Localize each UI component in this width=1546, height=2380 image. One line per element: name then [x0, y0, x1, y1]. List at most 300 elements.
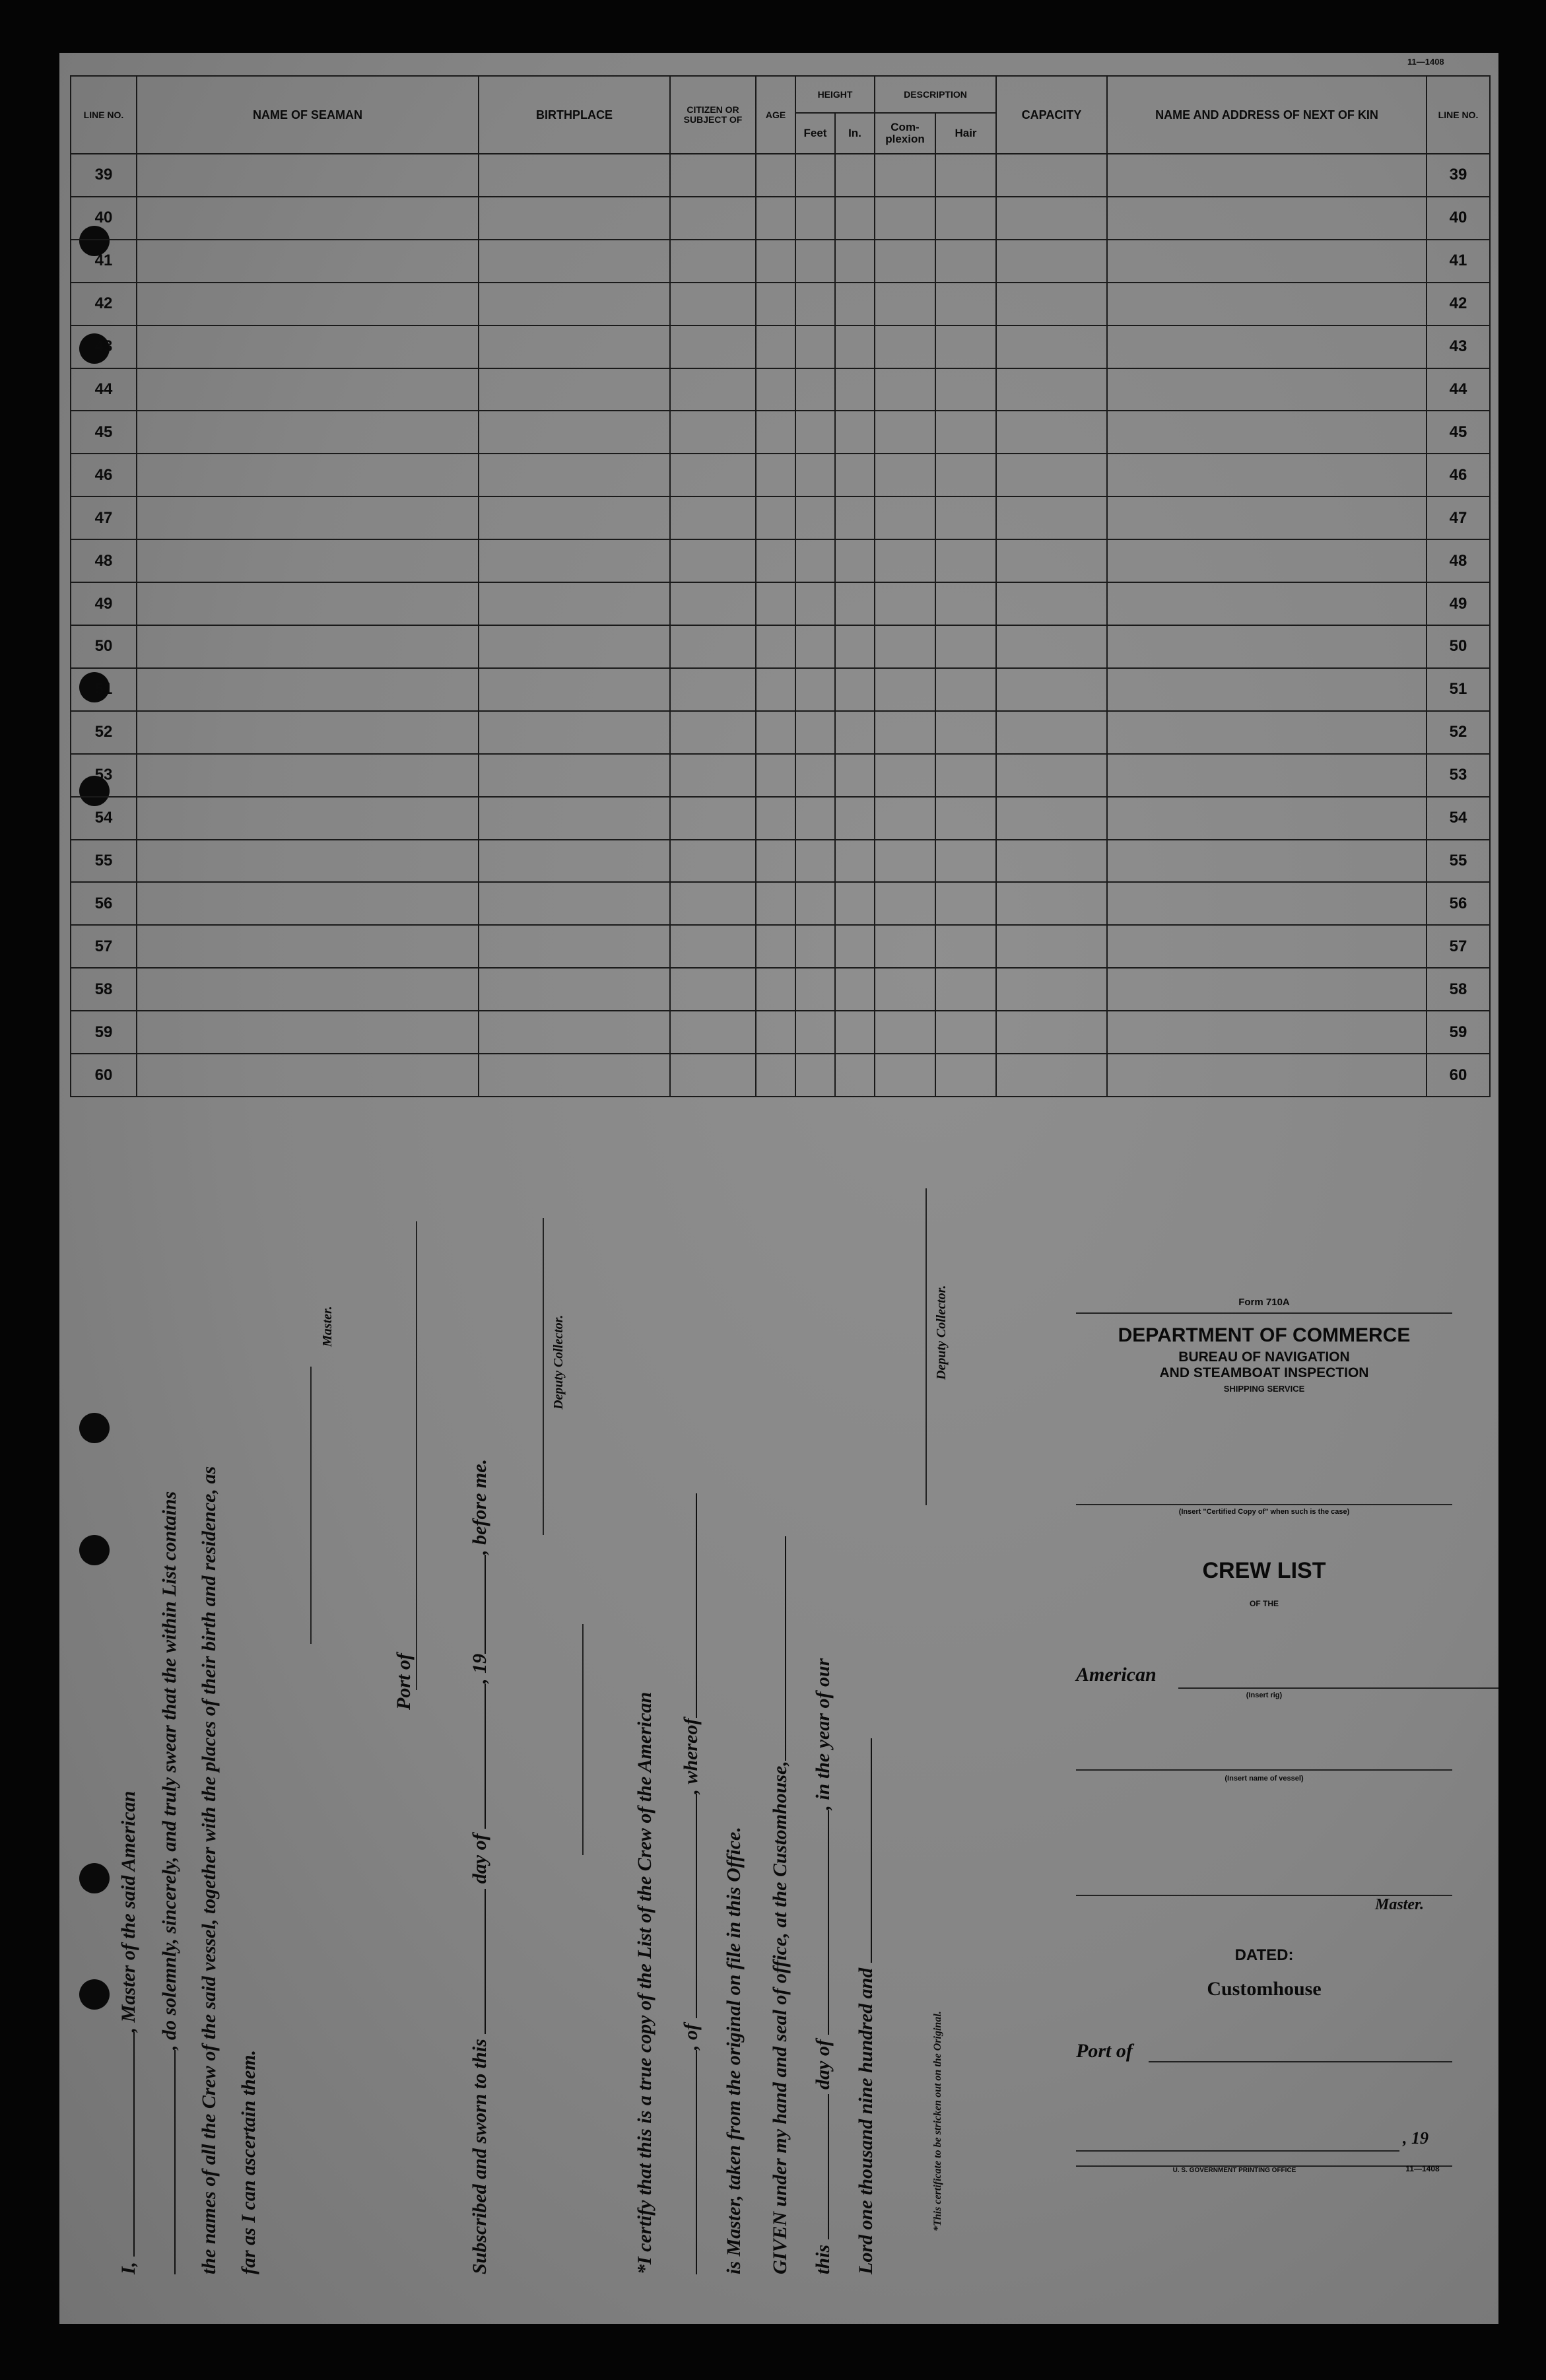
line-number: 54 — [71, 797, 137, 840]
col-description: DESCRIPTION — [875, 76, 996, 113]
table-cell[interactable] — [756, 925, 795, 968]
table-cell[interactable] — [479, 754, 670, 797]
table-cell[interactable] — [996, 711, 1107, 754]
table-cell[interactable] — [996, 197, 1107, 240]
table-row — [71, 882, 1490, 925]
table-cell[interactable] — [795, 1054, 835, 1097]
line-number: 42 — [71, 283, 137, 325]
table-cell[interactable] — [1107, 968, 1427, 1011]
bureau-line-2: AND STEAMBOAT INSPECTION — [1159, 1365, 1369, 1380]
vessel-name-line[interactable] — [1076, 1769, 1452, 1771]
table-cell[interactable] — [935, 197, 996, 240]
table-cell[interactable] — [795, 325, 835, 368]
table-cell[interactable] — [935, 411, 996, 454]
table-cell[interactable] — [670, 754, 756, 797]
table-cell[interactable] — [137, 368, 479, 411]
table-cell[interactable] — [756, 411, 795, 454]
col-complexion: Com-plexion — [875, 113, 935, 154]
table-cell[interactable] — [875, 240, 935, 283]
certificate-month-blank[interactable] — [828, 1810, 829, 2035]
oath-line-1-start: I, — [118, 2257, 139, 2274]
col-age: AGE — [756, 76, 795, 154]
table-row — [71, 968, 1490, 1011]
certificate-year-of-our: , in the year of our — [812, 1658, 834, 1810]
table-cell[interactable] — [795, 625, 835, 668]
table-cell[interactable] — [1107, 582, 1427, 625]
table-cell[interactable] — [756, 154, 795, 197]
table-row — [71, 283, 1490, 325]
customhouse-blank[interactable] — [785, 1536, 786, 1761]
table-row — [71, 325, 1490, 368]
table-cell[interactable] — [795, 882, 835, 925]
table-cell[interactable] — [756, 325, 795, 368]
table-cell[interactable] — [875, 797, 935, 840]
table-cell[interactable] — [479, 283, 670, 325]
table-cell[interactable] — [935, 711, 996, 754]
table-cell[interactable] — [935, 668, 996, 711]
table-cell[interactable] — [137, 925, 479, 968]
table-cell[interactable] — [479, 925, 670, 968]
table-cell[interactable] — [670, 1054, 756, 1097]
table-cell[interactable] — [670, 325, 756, 368]
table-cell[interactable] — [137, 968, 479, 1011]
table-cell[interactable] — [795, 368, 835, 411]
table-cell[interactable] — [875, 968, 935, 1011]
certified-copy-line[interactable] — [1076, 1504, 1452, 1505]
table-cell[interactable] — [996, 368, 1107, 411]
table-cell[interactable] — [479, 582, 670, 625]
table-cell[interactable] — [996, 968, 1107, 1011]
deputy-signature-line-1 — [543, 1218, 544, 1535]
table-cell[interactable] — [137, 797, 479, 840]
table-cell[interactable] — [996, 539, 1107, 582]
table-cell[interactable] — [137, 582, 479, 625]
form-code-bottom: 11—1408 — [1405, 2164, 1440, 2173]
master-cover-label: Master. — [1375, 1896, 1425, 1913]
table-cell[interactable] — [756, 496, 795, 539]
table-cell[interactable] — [137, 840, 479, 883]
table-cell[interactable] — [1107, 368, 1427, 411]
table-cell[interactable] — [1107, 840, 1427, 883]
line-number: 39 — [71, 154, 137, 197]
table-cell[interactable] — [795, 197, 835, 240]
certificate-line-3: is Master, taken from the original on file in this Office. — [723, 1827, 745, 2274]
table-cell[interactable] — [479, 968, 670, 1011]
line-number-right: 57 — [1427, 925, 1490, 968]
table-cell[interactable] — [756, 754, 795, 797]
table-cell[interactable] — [835, 411, 875, 454]
table-cell[interactable] — [835, 1054, 875, 1097]
table-cell[interactable] — [479, 1054, 670, 1097]
table-cell[interactable] — [875, 1054, 935, 1097]
certificate-day-blank[interactable] — [828, 2094, 829, 2239]
table-cell[interactable] — [137, 454, 479, 496]
table-cell[interactable] — [137, 754, 479, 797]
table-cell[interactable] — [756, 625, 795, 668]
table-cell[interactable] — [875, 283, 935, 325]
table-cell[interactable] — [835, 882, 875, 925]
table-cell[interactable] — [670, 197, 756, 240]
table-cell[interactable] — [137, 882, 479, 925]
table-cell[interactable] — [670, 840, 756, 883]
line-number: 43 — [71, 325, 137, 368]
table-cell[interactable] — [756, 797, 795, 840]
table-cell[interactable] — [835, 711, 875, 754]
table-cell[interactable] — [670, 925, 756, 968]
table-cell[interactable] — [875, 625, 935, 668]
table-row — [71, 197, 1490, 240]
year-label: , 19 — [1403, 2128, 1428, 2148]
table-cell[interactable] — [756, 668, 795, 711]
table-cell[interactable] — [875, 411, 935, 454]
table-cell[interactable] — [479, 197, 670, 240]
table-cell[interactable] — [996, 154, 1107, 197]
table-cell[interactable] — [795, 582, 835, 625]
table-cell[interactable] — [1107, 668, 1427, 711]
table-cell[interactable] — [996, 882, 1107, 925]
col-name-of-seaman: NAME OF SEAMAN — [137, 76, 479, 154]
table-cell[interactable] — [935, 539, 996, 582]
table-cell[interactable] — [479, 154, 670, 197]
table-cell[interactable] — [875, 325, 935, 368]
table-row — [71, 1011, 1490, 1054]
table-cell[interactable] — [670, 154, 756, 197]
table-cell[interactable] — [835, 197, 875, 240]
table-cell[interactable] — [835, 154, 875, 197]
certificate-line-4 — [769, 1536, 791, 2274]
table-cell[interactable] — [875, 582, 935, 625]
certificate-year-blank[interactable] — [871, 1738, 872, 1963]
table-cell[interactable] — [137, 1011, 479, 1054]
table-cell[interactable] — [835, 325, 875, 368]
table-row — [71, 797, 1490, 840]
table-cell[interactable] — [935, 283, 996, 325]
table-row — [71, 1054, 1490, 1097]
col-inches: In. — [835, 113, 875, 154]
vessel-name-blank[interactable] — [174, 2050, 176, 2274]
table-cell[interactable] — [137, 240, 479, 283]
table-cell[interactable] — [875, 197, 935, 240]
table-cell[interactable] — [875, 925, 935, 968]
table-cell[interactable] — [1107, 925, 1427, 968]
table-cell[interactable] — [1107, 154, 1427, 197]
table-cell[interactable] — [479, 1011, 670, 1054]
certificate-line-2 — [680, 1494, 702, 2275]
table-cell[interactable] — [875, 840, 935, 883]
table-cell[interactable] — [137, 711, 479, 754]
table-cell[interactable] — [875, 454, 935, 496]
table-cell[interactable] — [670, 368, 756, 411]
table-cell[interactable] — [479, 668, 670, 711]
table-cell[interactable] — [795, 968, 835, 1011]
subscribed-month-blank[interactable] — [485, 1683, 486, 1829]
table-cell[interactable] — [1107, 283, 1427, 325]
table-cell[interactable] — [795, 154, 835, 197]
table-cell[interactable] — [137, 496, 479, 539]
table-cell[interactable] — [1107, 496, 1427, 539]
table-cell[interactable] — [835, 625, 875, 668]
col-hair: Hair — [935, 113, 996, 154]
table-cell[interactable] — [1107, 539, 1427, 582]
table-cell[interactable] — [1107, 240, 1427, 283]
table-cell[interactable] — [835, 283, 875, 325]
table-cell[interactable] — [996, 411, 1107, 454]
table-cell[interactable] — [756, 582, 795, 625]
table-cell[interactable] — [996, 454, 1107, 496]
table-cell[interactable] — [835, 582, 875, 625]
table-cell[interactable] — [479, 625, 670, 668]
table-cell[interactable] — [835, 368, 875, 411]
table-cell[interactable] — [795, 925, 835, 968]
table-cell[interactable] — [996, 582, 1107, 625]
table-cell[interactable] — [935, 1054, 996, 1097]
cover-panel — [1076, 1294, 1498, 2251]
master-name-blank[interactable] — [133, 2032, 135, 2257]
table-cell[interactable] — [875, 1011, 935, 1054]
table-cell[interactable] — [479, 411, 670, 454]
table-cell[interactable] — [996, 754, 1107, 797]
table-cell[interactable] — [479, 539, 670, 582]
table-cell[interactable] — [935, 368, 996, 411]
table-cell[interactable] — [137, 283, 479, 325]
table-cell[interactable] — [1107, 754, 1427, 797]
table-cell[interactable] — [795, 797, 835, 840]
line-number: 50 — [71, 625, 137, 668]
table-cell[interactable] — [670, 1011, 756, 1054]
table-cell[interactable] — [479, 454, 670, 496]
table-cell[interactable] — [795, 411, 835, 454]
table-cell[interactable] — [670, 496, 756, 539]
table-cell[interactable] — [479, 711, 670, 754]
table-cell[interactable] — [996, 668, 1107, 711]
table-cell[interactable] — [1107, 625, 1427, 668]
table-cell[interactable] — [835, 454, 875, 496]
table-cell[interactable] — [996, 240, 1107, 283]
form-code-top: 11—1408 — [1407, 57, 1444, 67]
table-cell[interactable] — [795, 1011, 835, 1054]
table-cell[interactable] — [670, 882, 756, 925]
certificate-master-blank[interactable] — [696, 1494, 697, 1718]
table-cell[interactable] — [670, 454, 756, 496]
punch-hole — [79, 1979, 110, 2010]
table-cell[interactable] — [137, 197, 479, 240]
table-cell[interactable] — [756, 539, 795, 582]
table-cell[interactable] — [756, 240, 795, 283]
table-cell[interactable] — [935, 925, 996, 968]
punch-hole — [79, 1413, 110, 1443]
table-cell[interactable] — [756, 711, 795, 754]
table-cell[interactable] — [137, 668, 479, 711]
table-cell[interactable] — [875, 668, 935, 711]
table-cell[interactable] — [670, 968, 756, 1011]
table-cell[interactable] — [756, 197, 795, 240]
line-number: 56 — [71, 882, 137, 925]
line-number-right: 51 — [1427, 668, 1490, 711]
table-cell[interactable] — [795, 240, 835, 283]
table-cell[interactable] — [479, 882, 670, 925]
table-cell[interactable] — [1107, 1054, 1427, 1097]
table-cell[interactable] — [935, 582, 996, 625]
table-cell[interactable] — [479, 840, 670, 883]
table-cell[interactable] — [670, 283, 756, 325]
table-cell[interactable] — [137, 411, 479, 454]
table-cell[interactable] — [479, 325, 670, 368]
rig-line[interactable] — [1178, 1687, 1498, 1689]
table-cell[interactable] — [875, 539, 935, 582]
line-number: 44 — [71, 368, 137, 411]
table-cell[interactable] — [835, 539, 875, 582]
col-height: HEIGHT — [795, 76, 875, 113]
table-cell[interactable] — [935, 496, 996, 539]
table-cell[interactable] — [935, 625, 996, 668]
table-row — [71, 582, 1490, 625]
subscribed-day-blank[interactable] — [485, 1889, 486, 2034]
table-cell[interactable] — [835, 840, 875, 883]
table-cell[interactable] — [1107, 411, 1427, 454]
table-cell[interactable] — [756, 882, 795, 925]
table-cell[interactable] — [756, 968, 795, 1011]
table-cell[interactable] — [996, 925, 1107, 968]
table-cell[interactable] — [1107, 197, 1427, 240]
table-cell[interactable] — [935, 1011, 996, 1054]
of-the-label: OF THE — [1250, 1599, 1279, 1608]
table-cell[interactable] — [670, 240, 756, 283]
certified-copy-hint: (Insert "Certified Copy of" when such is the case) — [1178, 1508, 1350, 1516]
subscribed-day-of: day of — [469, 1828, 490, 1889]
table-cell[interactable] — [795, 840, 835, 883]
oath-line-1 — [118, 1791, 140, 2274]
table-cell[interactable] — [875, 496, 935, 539]
punch-hole — [79, 1863, 110, 1893]
table-cell[interactable] — [137, 325, 479, 368]
table-cell[interactable] — [875, 711, 935, 754]
table-cell[interactable] — [1107, 797, 1427, 840]
table-cell[interactable] — [1107, 711, 1427, 754]
table-cell[interactable] — [935, 882, 996, 925]
table-cell[interactable] — [835, 968, 875, 1011]
table-cell[interactable] — [935, 754, 996, 797]
table-cell[interactable] — [875, 754, 935, 797]
table-cell[interactable] — [756, 283, 795, 325]
table-cell[interactable] — [756, 1054, 795, 1097]
table-cell[interactable] — [935, 325, 996, 368]
table-cell[interactable] — [137, 539, 479, 582]
table-cell[interactable] — [935, 240, 996, 283]
table-cell[interactable] — [756, 454, 795, 496]
table-cell[interactable] — [835, 668, 875, 711]
table-cell[interactable] — [875, 882, 935, 925]
table-cell[interactable] — [996, 840, 1107, 883]
table-cell[interactable] — [795, 668, 835, 711]
subscribed-end: , before me. — [469, 1458, 490, 1555]
line-number-right: 41 — [1427, 240, 1490, 283]
table-cell[interactable] — [795, 711, 835, 754]
table-cell[interactable] — [479, 240, 670, 283]
table-cell[interactable] — [875, 154, 935, 197]
table-cell[interactable] — [479, 797, 670, 840]
table-cell[interactable] — [835, 754, 875, 797]
table-cell[interactable] — [996, 625, 1107, 668]
table-cell[interactable] — [670, 625, 756, 668]
table-cell[interactable] — [137, 1054, 479, 1097]
table-cell[interactable] — [1107, 454, 1427, 496]
table-cell[interactable] — [670, 582, 756, 625]
certificate-given: GIVEN under my hand and seal of office, at the Customhouse, — [769, 1761, 791, 2274]
table-cell[interactable] — [795, 454, 835, 496]
line-number-right: 56 — [1427, 882, 1490, 925]
table-row — [71, 711, 1490, 754]
table-cell[interactable] — [835, 496, 875, 539]
table-cell[interactable] — [996, 496, 1107, 539]
table-cell[interactable] — [795, 496, 835, 539]
table-cell[interactable] — [795, 539, 835, 582]
line-number: 53 — [71, 754, 137, 797]
table-cell[interactable] — [835, 925, 875, 968]
table-cell[interactable] — [670, 711, 756, 754]
table-cell[interactable] — [756, 1011, 795, 1054]
oath-line-1-end: , Master of the said American — [118, 1790, 139, 2033]
table-cell[interactable] — [670, 668, 756, 711]
table-cell[interactable] — [935, 454, 996, 496]
line-number-right: 47 — [1427, 496, 1490, 539]
certificate-port-blank[interactable] — [696, 1794, 697, 2019]
line-number-right: 60 — [1427, 1054, 1490, 1097]
table-cell[interactable] — [935, 968, 996, 1011]
port-of-cover-line[interactable] — [1149, 2061, 1452, 2062]
table-cell[interactable] — [479, 496, 670, 539]
table-cell[interactable] — [1107, 325, 1427, 368]
table-cell[interactable] — [670, 797, 756, 840]
certificate-vessel-blank[interactable] — [696, 2050, 697, 2274]
line-number-right: 52 — [1427, 711, 1490, 754]
table-cell[interactable] — [835, 1011, 875, 1054]
table-cell[interactable] — [1107, 882, 1427, 925]
table-cell[interactable] — [756, 840, 795, 883]
table-cell[interactable] — [479, 368, 670, 411]
table-cell[interactable] — [996, 283, 1107, 325]
line-number: 52 — [71, 711, 137, 754]
crew-list-form-sheet — [59, 53, 1498, 2324]
table-cell[interactable] — [996, 1054, 1107, 1097]
table-cell[interactable] — [756, 368, 795, 411]
table-cell[interactable] — [137, 154, 479, 197]
table-cell[interactable] — [670, 539, 756, 582]
table-cell[interactable] — [996, 1011, 1107, 1054]
table-cell[interactable] — [795, 283, 835, 325]
certificate-line-5 — [812, 1658, 834, 2274]
line-number-right: 42 — [1427, 283, 1490, 325]
table-cell[interactable] — [996, 797, 1107, 840]
table-cell[interactable] — [996, 325, 1107, 368]
table-cell[interactable] — [875, 368, 935, 411]
port-of-cover-label: Port of — [1076, 2040, 1133, 2062]
oath-line-3: the names of all the Crew of the said vessel, together with the places of their birth and residence, as — [198, 1466, 220, 2274]
deputy-collector-label-2: Deputy Collector. — [934, 1285, 949, 1380]
table-cell[interactable] — [935, 797, 996, 840]
date-line[interactable] — [1076, 2150, 1399, 2152]
table-row — [71, 411, 1490, 454]
col-citizen: CITIZEN OR SUBJECT OF — [670, 76, 756, 154]
table-cell[interactable] — [935, 840, 996, 883]
table-cell[interactable] — [835, 797, 875, 840]
table-cell[interactable] — [670, 411, 756, 454]
table-cell[interactable] — [137, 625, 479, 668]
table-cell[interactable] — [935, 154, 996, 197]
table-cell[interactable] — [1107, 1011, 1427, 1054]
table-cell[interactable] — [835, 240, 875, 283]
subscribed-year-blank[interactable] — [485, 1555, 486, 1654]
table-cell[interactable] — [795, 754, 835, 797]
